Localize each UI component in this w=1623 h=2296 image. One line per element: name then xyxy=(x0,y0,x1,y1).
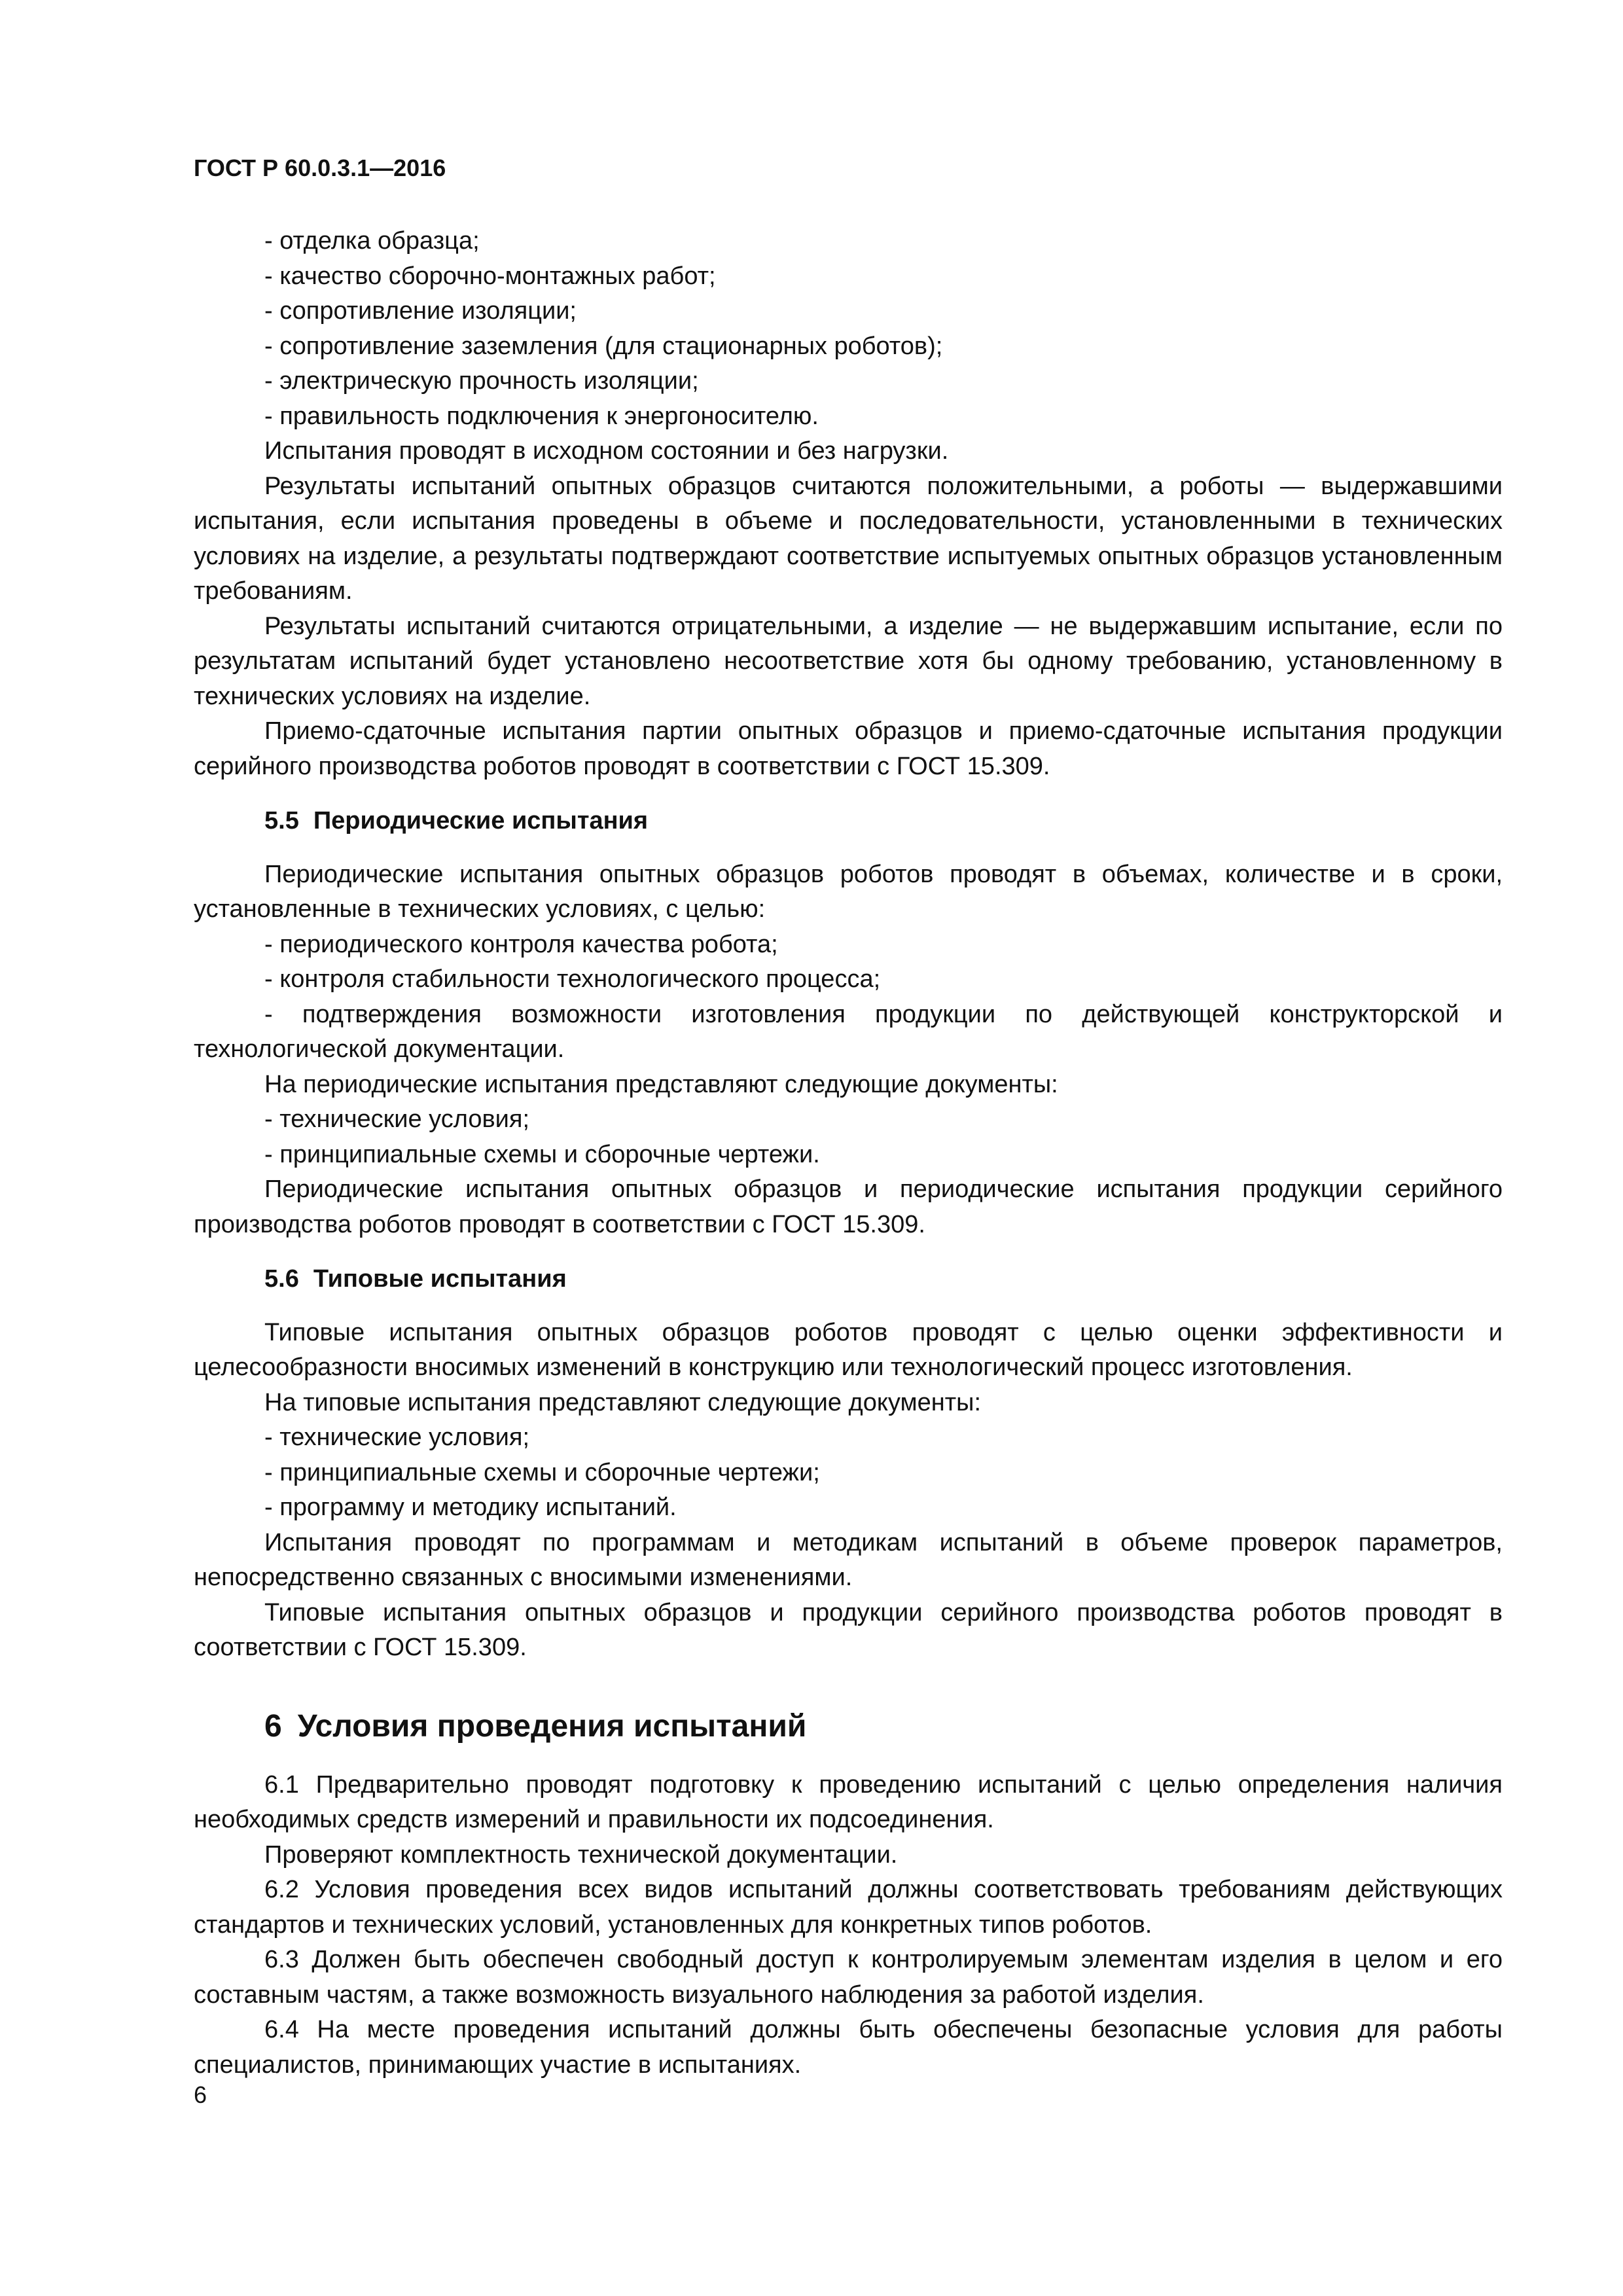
document-body xyxy=(194,224,1503,2083)
page-number: 6 xyxy=(194,2081,207,2108)
paragraph: Результаты испытаний опытных образцов считаются положительными, а роботы — выдержавшими испытания, если испытания проведены в объеме и последовательности, установленными в технических условиях на изделие, а результаты подтверждают соответствие испытуемых опытных образцов установленным требованиям. xyxy=(194,472,1503,605)
list-item: - сопротивление заземления (для стационарных роботов); xyxy=(264,332,943,360)
paragraph: Испытания проводят в исходном состоянии и без нагрузки. xyxy=(264,437,949,465)
list-item: - отделка образца; xyxy=(264,227,480,255)
section-heading-5-6 xyxy=(264,1262,1503,1297)
paragraph: Типовые испытания опытных образцов и продукции серийного производства роботов проводят в соответствии с ГОСТ 15.309. xyxy=(194,1598,1503,1661)
paragraph: Испытания проводят по программам и методикам испытаний в объеме проверок параметров, непосредственно связанных с вносимыми изменениями. xyxy=(194,1528,1503,1591)
list-item: - правильность подключения к энергоносителю. xyxy=(264,402,819,430)
section-number: 5.5 xyxy=(264,807,299,834)
section-heading-6 xyxy=(264,1705,1503,1748)
list-item: - сопротивление изоляции; xyxy=(264,297,577,325)
section-heading-5-5 xyxy=(264,804,1503,839)
list-item: - качество сборочно-монтажных работ; xyxy=(264,262,716,290)
list-item: - принципиальные схемы и сборочные чертежи. xyxy=(264,1140,820,1168)
paragraph: 6.3 Должен быть обеспечен свободный доступ к контролируемым элементам изделия в целом и его составным частям, а также возможность визуального наблюдения за работой изделия. xyxy=(194,1946,1503,2009)
list-item: - подтверждения возможности изготовления продукции по действующей конструкторской и технологической документации. xyxy=(194,1000,1503,1063)
paragraph: Периодические испытания опытных образцов роботов проводят в объемах, количестве и в сроки, установленные в технических условиях, с целью: xyxy=(194,860,1503,923)
paragraph: Результаты испытаний считаются отрицательными, а изделие — не выдержавшим испытание, если по результатам испытаний будет установлено несоответствие хотя бы одному требованию, установленному в технических условиях на изделие. xyxy=(194,612,1503,710)
document-code-header: ГОСТ Р 60.0.3.1—2016 xyxy=(194,154,446,181)
section-title: Условия проведения испытаний xyxy=(297,1708,807,1744)
list-item: - технические условия; xyxy=(264,1424,530,1451)
list-item: - принципиальные схемы и сборочные чертежи; xyxy=(264,1458,820,1486)
paragraph: Типовые испытания опытных образцов роботов проводят с целью оценки эффективности и целесообразности вносимых изменений в конструкцию или технологический процесс изготовления. xyxy=(194,1318,1503,1381)
paragraph: Проверяют комплектность технической документации. xyxy=(264,1840,898,1869)
paragraph: 6.4 На месте проведения испытаний должны быть обеспечены безопасные условия для работы специалистов, принимающих участие в испытаниях. xyxy=(194,2016,1503,2079)
paragraph: 6.2 Условия проведения всех видов испытаний должны соответствовать требованиям действующих стандартов и технических условий, установленных для конкретных типов роботов. xyxy=(194,1876,1503,1939)
paragraph: 6.1 Предварительно проводят подготовку к проведению испытаний с целью определения наличия необходимых средств измерений и правильности их подсоединения. xyxy=(194,1770,1503,1833)
paragraph: Приемо-сдаточные испытания партии опытных образцов и приемо-сдаточные испытания продукции серийного производства роботов проводят в соответствии с ГОСТ 15.309. xyxy=(194,717,1503,780)
section-title: Типовые испытания xyxy=(313,1265,567,1293)
paragraph: На типовые испытания представляют следующие документы: xyxy=(264,1388,982,1416)
paragraph: На периодические испытания представляют следующие документы: xyxy=(264,1070,1058,1098)
section-number: 6 xyxy=(264,1708,282,1744)
paragraph: Периодические испытания опытных образцов и периодические испытания продукции серийного производства роботов проводят в соответствии с ГОСТ 15.309. xyxy=(194,1175,1503,1238)
section-number: 5.6 xyxy=(264,1265,299,1293)
list-item: - программу и методику испытаний. xyxy=(264,1494,677,1521)
list-item: - технические условия; xyxy=(264,1105,530,1133)
section-title: Периодические испытания xyxy=(313,807,649,834)
list-item: - электрическую прочность изоляции; xyxy=(264,367,699,395)
list-item: - контроля стабильности технологического процесса; xyxy=(264,965,881,993)
list-item: - периодического контроля качества робота; xyxy=(264,930,778,958)
